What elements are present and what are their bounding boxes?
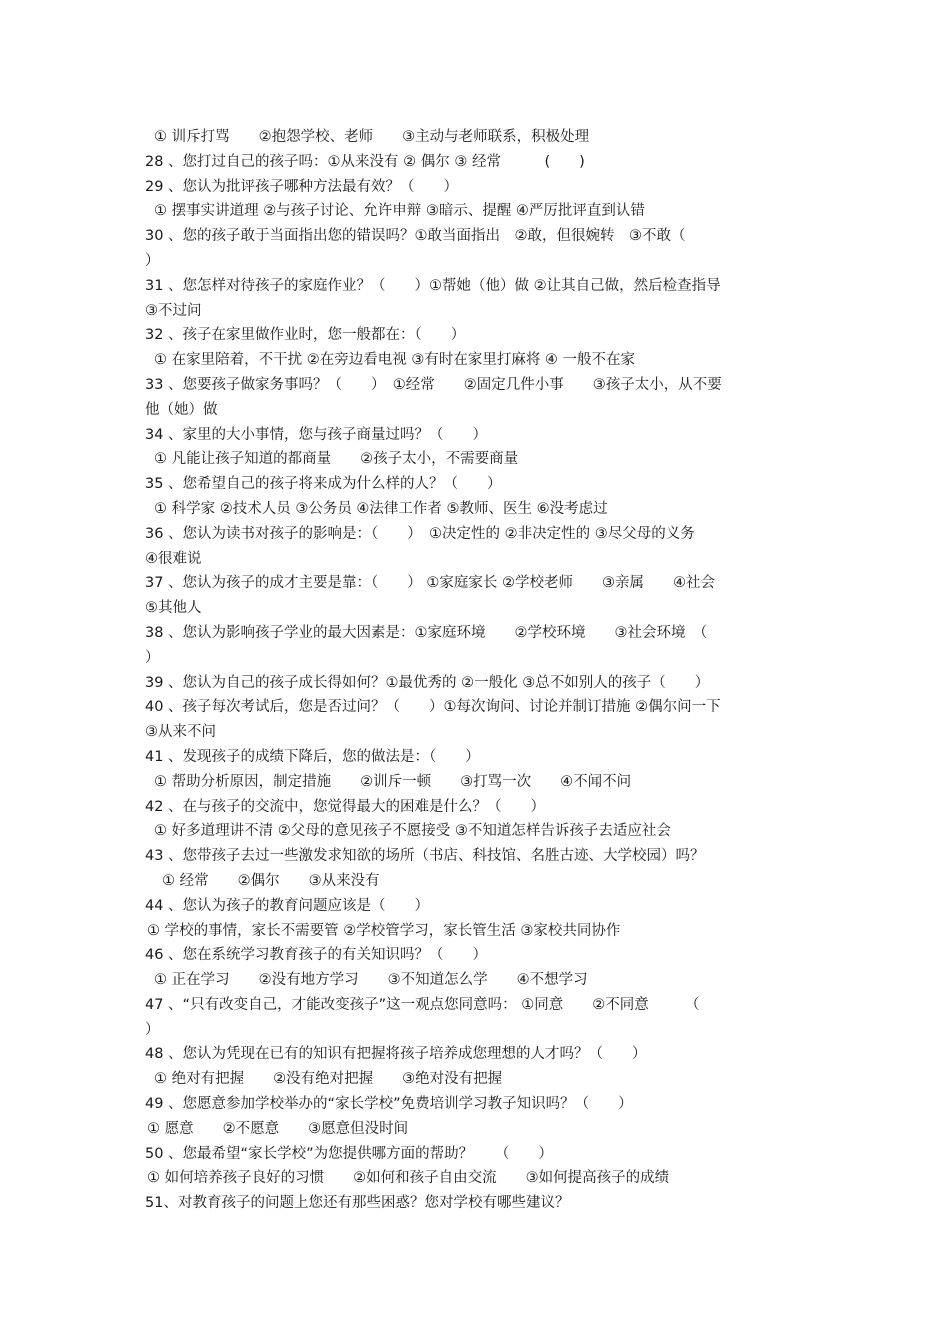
text-line: 40 、孩子每次考试后，您是否过问？（ ）①每次询问、讨论并制订措施 ②偶尔问一下 <box>145 699 721 716</box>
text-line: ① 愿意 ②不愿意 ③愿意但没时间 <box>147 1120 409 1137</box>
text-line: 36 、您认为读书对孩子的影响是：（ ） ①决定性的 ②非决定性的 ③尽父母的义务 <box>145 525 695 542</box>
text-line: 44 、您认为孩子的教育问题应该是（ ） <box>145 897 430 914</box>
text-line: 48 、您认为凭现在已有的知识有把握将孩子培养成您理想的人才吗？（ ） <box>145 1046 647 1063</box>
text-line: 33 、您要孩子做家务事吗？（ ） ①经常 ②固定几件小事 ③孩子太小，从不要 <box>145 376 722 393</box>
text-line: 28 、您打过自己的孩子吗：①从来没有 ② 偶尔 ③ 经常 ( ) <box>145 153 585 170</box>
text-line: 37 、您认为孩子的成才主要是靠：（ ） ①家庭家长 ②学校老师 ③亲属 ④社会 <box>145 575 716 592</box>
text-line: 他（她）做 <box>145 401 218 418</box>
text-line: 47 、“只有改变自己，才能改变孩子”这一观点您同意吗： ①同意 ②不同意 （ <box>145 996 700 1013</box>
text-line: 42 、在与孩子的交流中，您觉得最大的困难是什么？（ ） <box>145 798 546 815</box>
text-line: 38 、您认为影响孩子学业的最大因素是：①家庭环境 ②学校环境 ③社会环境 （ <box>145 624 708 641</box>
text-line: ① 好多道理讲不清 ②父母的意见孩子不愿接受 ③不知道怎样告诉孩子去适应社会 <box>154 823 671 840</box>
text-line: ① 凡能让孩子知道的都商量 ②孩子太小，不需要商量 <box>154 451 519 468</box>
text-line: ① 摆事实讲道理 ②与孩子讨论、允许申辩 ③暗示、提醒 ④严厉批评直到认错 <box>154 203 645 220</box>
text-line: ① 科学家 ②技术人员 ③公务员 ④法律工作者 ⑤教师、医生 ⑥没考虑过 <box>154 500 608 517</box>
text-line: 39 、您认为自己的孩子成长得如何？①最优秀的 ②一般化 ③总不如别人的孩子（ ） <box>145 674 710 691</box>
text-line: ① 训斥打骂 ②抱怨学校、老师 ③主动与老师联系，积极处理 <box>154 129 590 145</box>
text-line: ） <box>145 649 160 666</box>
text-line: 41 、发现孩子的成绩下降后，您的做法是：（ ） <box>145 748 480 765</box>
text-line: ① 绝对有把握 ②没有绝对把握 ③绝对没有把握 <box>154 1071 503 1088</box>
text-line: ① 经常 ②偶尔 ③从来没有 <box>162 872 380 889</box>
text-line: ④很难说 <box>145 550 202 567</box>
text-line: ① 正在学习 ②没有地方学习 ③不知道怎么学 ④不想学习 <box>154 972 588 989</box>
text-line: 51、对教育孩子的问题上您还有那些困惑？您对学校有哪些建议？ <box>145 1195 570 1212</box>
text-line: ③不过问 <box>145 302 202 319</box>
text-line: ③从来不问 <box>145 724 216 741</box>
text-line: 31 、您怎样对待孩子的家庭作业？（ ）①帮她（他）做 ②让其自己做，然后检查指导 <box>145 277 721 294</box>
text-line: ① 如何培养孩子良好的习惯 ②如何和孩子自由交流 ③如何提高孩子的成绩 <box>147 1170 670 1187</box>
text-line: ① 在家里陪着，不干扰 ②在旁边看电视 ③有时在家里打麻将 ④ 一般不在家 <box>154 352 636 369</box>
text-line: 35 、您希望自己的孩子将来成为什么样的人？（ ） <box>145 476 502 493</box>
text-line: ） <box>145 1021 160 1038</box>
text-line: 43 、您带孩子去过一些激发求知欲的场所（书店、科技馆、名胜古迹、大学校园）吗？ <box>145 848 705 865</box>
text-line: 30 、您的孩子敢于当面指出您的错误吗？①敢当面指出 ②敢，但很婉转 ③不敢（ <box>145 228 686 245</box>
text-line: 29 、您认为批评孩子哪种方法最有效？（ ） <box>145 178 459 195</box>
questionnaire-body <box>145 125 810 1216</box>
text-line: 34 、家里的大小事情，您与孩子商量过吗？（ ） <box>145 426 488 443</box>
text-line: 32 、孩子在家里做作业时，您一般都在：（ ） <box>145 327 466 344</box>
text-line: ① 学校的事情，家长不需要管 ②学校管学习，家长管生活 ③家校共同协作 <box>147 922 621 939</box>
text-line: ① 帮助分析原因，制定措施 ②训斥一顿 ③打骂一次 ④不闻不问 <box>154 773 632 790</box>
text-line: ⑤其他人 <box>145 600 202 617</box>
text-line: 49 、您愿意参加学校举办的“家长学校”免费培训学习教子知识吗？（ ） <box>145 1096 633 1113</box>
text-line: 46 、您在系统学习教育孩子的有关知识吗？（ ） <box>145 947 488 964</box>
text-line: 50 、您最希望“家长学校”为您提供哪方面的帮助？ （ ） <box>145 1145 553 1162</box>
text-line: ） <box>145 252 160 269</box>
